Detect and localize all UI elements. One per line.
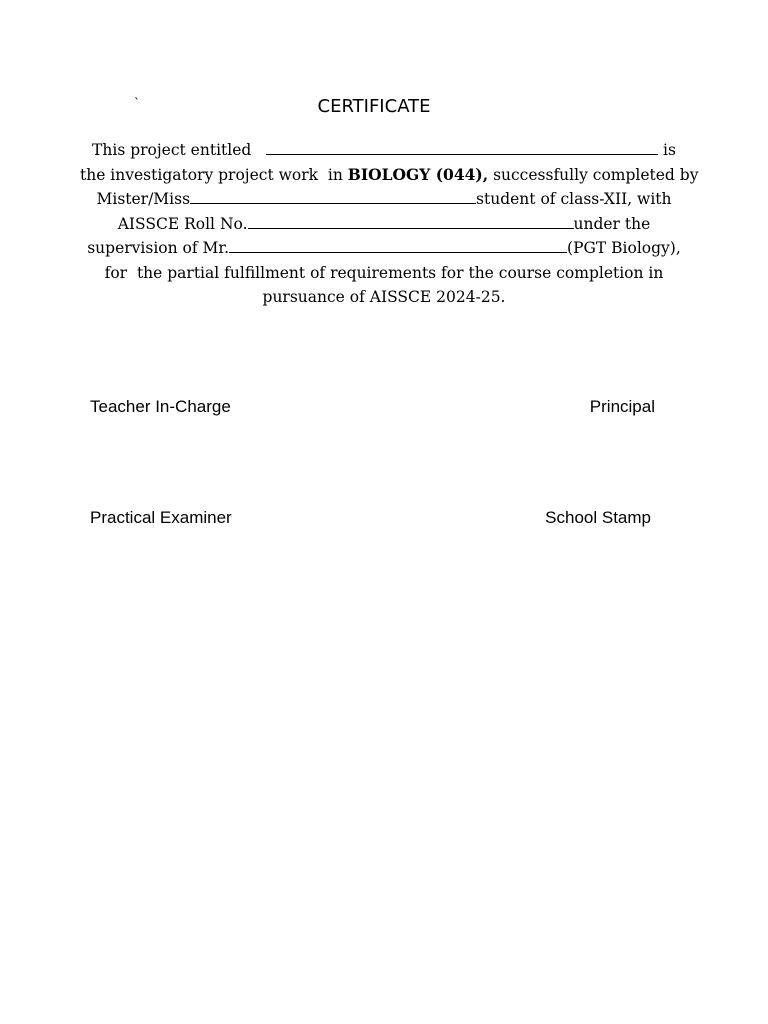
text-project-entitled: This project entitled <box>92 141 252 159</box>
certificate-paragraph <box>80 138 699 310</box>
text-investigatory-work: the investigatory project work in <box>80 165 343 184</box>
paragraph-line-3 <box>80 187 688 212</box>
principal-label: Principal <box>589 397 655 416</box>
text-partial-fulfillment: for the partial fulfillment of requirements for the course completion in <box>104 263 664 282</box>
text-roll-no: AISSCE Roll No. <box>117 214 248 233</box>
text-is: is <box>663 141 676 159</box>
text-student-class: student of class-XII, with <box>476 190 672 208</box>
practical-examiner-label: Practical Examiner <box>90 508 232 527</box>
paragraph-line-1 <box>80 138 688 163</box>
paragraph-line-6 <box>80 261 688 286</box>
teacher-in-charge-label: Teacher In-Charge <box>90 397 231 416</box>
page-title: CERTIFICATE <box>317 96 431 117</box>
text-successfully-completed: successfully completed by <box>493 165 699 184</box>
stray-mark: ` <box>134 96 140 110</box>
text-pursuance: pursuance of AISSCE 2024-25. <box>262 288 506 306</box>
text-mister-miss: Mister/Miss <box>96 190 191 208</box>
project-title-blank <box>266 140 658 155</box>
text-pgt-biology: (PGT Biology), <box>567 239 681 257</box>
paragraph-line-4 <box>80 212 688 237</box>
school-stamp-label: School Stamp <box>545 508 651 527</box>
text-supervision: supervision of Mr. <box>87 239 230 257</box>
teacher-name-blank <box>229 238 567 253</box>
subject-name: BIOLOGY (044), <box>347 164 489 184</box>
paragraph-line-5 <box>80 236 688 261</box>
paragraph-line-2 <box>80 163 699 188</box>
roll-no-blank <box>248 214 574 229</box>
paragraph-line-7 <box>80 285 688 310</box>
student-name-blank <box>190 189 476 204</box>
text-under-the: under the <box>573 214 651 233</box>
